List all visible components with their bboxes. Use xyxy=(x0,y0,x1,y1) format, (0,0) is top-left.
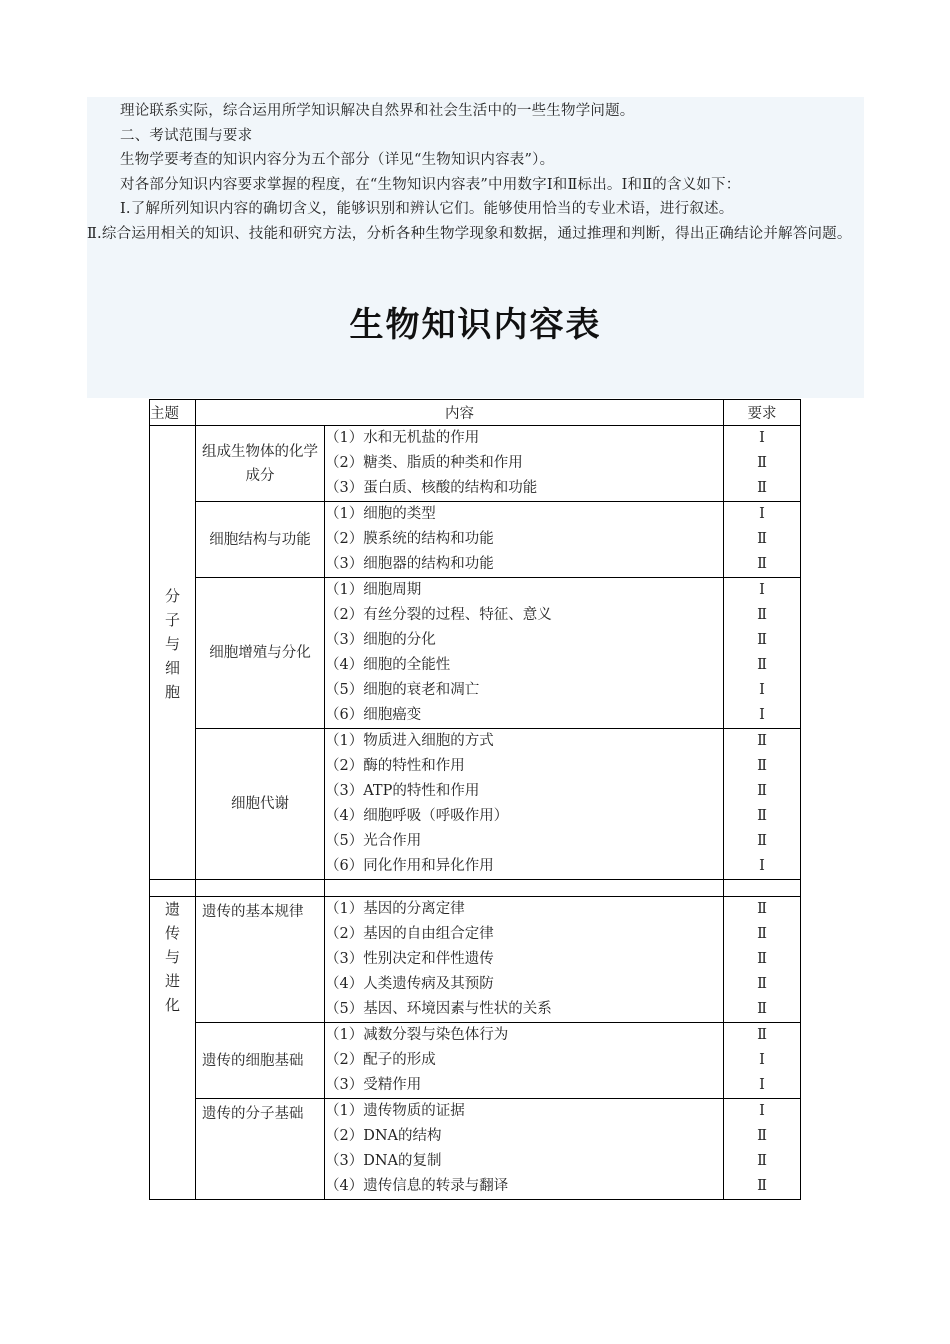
requirement-level: Ⅱ xyxy=(757,833,767,849)
intro-paragraph: 理论联系实际，综合运用所学知识解决自然界和社会生活中的一些生物学问题。 xyxy=(120,103,635,119)
section-items xyxy=(325,1023,724,1099)
requirement-level: Ⅰ xyxy=(759,707,765,723)
content-item: （3）细胞的分化 xyxy=(325,632,436,648)
topic-name: 分子与细胞 xyxy=(163,588,181,708)
content-item: （4）遗传信息的转录与翻译 xyxy=(325,1178,509,1194)
content-item: （1）减数分裂与染色体行为 xyxy=(325,1027,509,1043)
requirement-level: Ⅰ xyxy=(759,858,765,874)
section-requirements xyxy=(724,1099,801,1200)
level-definition-2: Ⅱ.综合运用相关的知识、技能和研究方法，分析各种生物学现象和数据，通过推理和判断，得出正确结论并解答问题。 xyxy=(87,225,852,242)
content-item: （3）ATP的特性和作用 xyxy=(325,783,480,799)
requirement-level: Ⅰ xyxy=(759,506,765,522)
topic-name: 遗传与进化 xyxy=(163,901,181,1021)
content-item: （2）膜系统的结构和功能 xyxy=(325,531,494,547)
content-item: （1）遗传物质的证据 xyxy=(325,1103,465,1119)
requirement-level: Ⅰ xyxy=(759,582,765,598)
topic-block-molecules-cells xyxy=(150,426,801,880)
section-name: 细胞结构与功能 xyxy=(196,502,325,578)
content-item: （1）水和无机盐的作用 xyxy=(325,430,480,446)
content-item: （5）细胞的衰老和凋亡 xyxy=(325,682,480,698)
section-requirements xyxy=(724,897,801,1023)
content-item: （3）性别决定和伴性遗传 xyxy=(325,951,494,967)
requirement-level: Ⅱ xyxy=(757,1128,767,1144)
section-items xyxy=(325,578,724,729)
header-requirement: 要求 xyxy=(724,400,801,426)
requirement-level: Ⅱ xyxy=(757,455,767,471)
requirement-level: Ⅱ xyxy=(757,1153,767,1169)
intro-section xyxy=(87,97,864,398)
requirement-level: Ⅱ xyxy=(757,901,767,917)
requirement-level: Ⅱ xyxy=(757,607,767,623)
requirement-level: Ⅱ xyxy=(757,1001,767,1017)
requirement-level: Ⅰ xyxy=(759,1052,765,1068)
requirement-level: Ⅱ xyxy=(757,632,767,648)
section-items xyxy=(325,897,724,1023)
topic-cell xyxy=(150,897,196,1200)
section-row xyxy=(150,426,801,502)
content-item: （2）DNA的结构 xyxy=(325,1128,442,1144)
section-name: 细胞增殖与分化 xyxy=(196,578,325,729)
topic-block-genetics-evolution xyxy=(150,897,801,1200)
topic-cell xyxy=(150,426,196,880)
section-items xyxy=(325,502,724,578)
content-item: （2）基因的自由组合定律 xyxy=(325,926,494,942)
content-item: （3）受精作用 xyxy=(325,1077,422,1093)
content-item: （6）细胞癌变 xyxy=(325,707,422,723)
content-item: （2）酶的特性和作用 xyxy=(325,758,465,774)
section-row xyxy=(150,502,801,578)
section-items xyxy=(325,1099,724,1200)
content-item: （6）同化作用和异化作用 xyxy=(325,858,494,874)
section-name: 组成生物体的化学成分 xyxy=(196,426,325,502)
content-item: （2）有丝分裂的过程、特征、意义 xyxy=(325,607,552,623)
section-row xyxy=(150,729,801,880)
requirement-level: Ⅱ xyxy=(757,758,767,774)
table-spacer-row xyxy=(150,880,801,897)
content-item: （5）基因、环境因素与性状的关系 xyxy=(325,1001,552,1017)
section-requirements xyxy=(724,502,801,578)
section-row xyxy=(150,578,801,729)
table-header-row xyxy=(150,400,801,426)
section-requirements xyxy=(724,426,801,502)
requirement-level: Ⅱ xyxy=(757,1027,767,1043)
requirement-level: Ⅱ xyxy=(757,976,767,992)
intro-paragraph: 生物学要考查的知识内容分为五个部分（详见“生物知识内容表”）。 xyxy=(120,152,555,168)
requirement-level: Ⅱ xyxy=(757,480,767,496)
content-item: （3）蛋白质、核酸的结构和功能 xyxy=(325,480,538,496)
content-item: （2）糖类、脂质的种类和作用 xyxy=(325,455,523,471)
content-item: （4）细胞呼吸（呼吸作用） xyxy=(325,808,509,824)
section-requirements xyxy=(724,729,801,880)
section-name: 遗传的细胞基础 xyxy=(196,1023,325,1099)
section-name: 遗传的基本规律 xyxy=(196,897,325,1023)
requirement-level: Ⅱ xyxy=(757,657,767,673)
section-row xyxy=(150,897,801,1023)
content-item: （4）人类遗传病及其预防 xyxy=(325,976,494,992)
requirement-level: Ⅱ xyxy=(757,733,767,749)
content-item: （3）细胞器的结构和功能 xyxy=(325,556,494,572)
content-item: （1）物质进入细胞的方式 xyxy=(325,733,494,749)
section-requirements xyxy=(724,1023,801,1099)
content-item: （3）DNA的复制 xyxy=(325,1153,442,1169)
content-item: （1）细胞周期 xyxy=(325,582,422,598)
table-title: 生物知识内容表 xyxy=(349,305,602,345)
requirement-level: Ⅰ xyxy=(759,1103,765,1119)
content-item: （1）基因的分离定律 xyxy=(325,901,465,917)
section-requirements xyxy=(724,578,801,729)
requirement-level: Ⅰ xyxy=(759,682,765,698)
content-item: （4）细胞的全能性 xyxy=(325,657,451,673)
requirement-level: Ⅱ xyxy=(757,926,767,942)
content-item: （1）细胞的类型 xyxy=(325,506,436,522)
requirement-level: Ⅰ xyxy=(759,430,765,446)
intro-paragraph: 对各部分知识内容要求掌握的程度，在“生物知识内容表”中用数字Ⅰ和Ⅱ标出。Ⅰ和Ⅱ的含义如下： xyxy=(120,176,741,193)
content-item: （2）配子的形成 xyxy=(325,1052,436,1068)
section-name: 遗传的分子基础 xyxy=(196,1099,325,1200)
requirement-level: Ⅱ xyxy=(757,1178,767,1194)
section-row xyxy=(150,1023,801,1099)
section-heading: 二、考试范围与要求 xyxy=(120,127,253,144)
section-items xyxy=(325,729,724,880)
requirement-level: Ⅱ xyxy=(757,531,767,547)
requirement-level: Ⅰ xyxy=(759,1077,765,1093)
header-topic: 主题 xyxy=(150,400,196,426)
requirement-level: Ⅱ xyxy=(757,951,767,967)
level-definition-1: Ⅰ.了解所列知识内容的确切含义，能够识别和辨认它们。能够使用恰当的专业术语，进行叙述。 xyxy=(120,201,734,217)
section-items xyxy=(325,426,724,502)
content-item: （5）光合作用 xyxy=(325,833,422,849)
header-content: 内容 xyxy=(196,400,724,426)
requirement-level: Ⅱ xyxy=(757,556,767,572)
section-row xyxy=(150,1099,801,1200)
section-name: 细胞代谢 xyxy=(196,729,325,880)
requirement-level: Ⅱ xyxy=(757,808,767,824)
knowledge-table xyxy=(149,399,801,1200)
requirement-level: Ⅱ xyxy=(757,783,767,799)
